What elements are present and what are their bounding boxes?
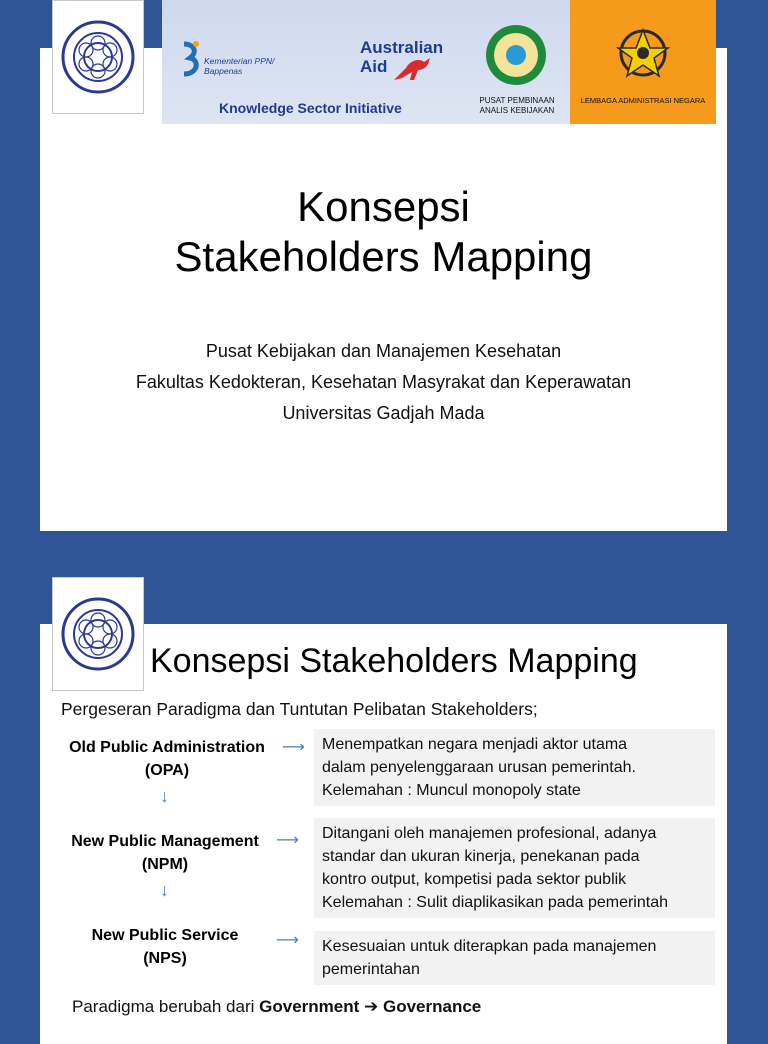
slide-2-footer (72, 997, 481, 1017)
lan-banner (570, 0, 716, 124)
stage-npm (45, 830, 285, 876)
subtitle-line: Fakultas Kedokteran, Kesehatan Masyrakat dan Keperawatan (135, 372, 632, 392)
ppak-label: PUSAT PEMBINAAN ANALIS KEBIJAKAN (479, 96, 555, 115)
stage-nps-desc (314, 931, 715, 985)
chpm-seal-icon (61, 597, 135, 671)
australian-aid-label: Australian Aid (360, 38, 444, 76)
stage-nps (45, 924, 285, 970)
footer-arrow-icon: ➔ (364, 997, 379, 1016)
stage-opa (47, 736, 287, 782)
desc-line: kontro output, kompetisi pada sektor publik (322, 871, 627, 888)
arrow-down-icon: ↓ (160, 786, 169, 806)
desc-line: pemerintahan (322, 961, 420, 978)
footer-from: Government (259, 997, 360, 1016)
stage-name: Old Public Administration (69, 739, 265, 756)
subtitle-line: Universitas Gadjah Mada (282, 403, 485, 423)
desc-line: Ditangani oleh manajemen profesional, adanya (322, 825, 657, 842)
desc-line: Kesesuaian untuk diterapkan pada manajemen (322, 938, 657, 955)
bappenas-label: Kementerian PPN/ Bappenas (204, 56, 275, 76)
chpm-seal-icon (61, 20, 135, 94)
pusaka-lan-logo-icon (484, 20, 548, 90)
slide-2-title: Konsepsi Stakeholders Mapping (150, 642, 638, 680)
bappenas-icon (180, 40, 202, 78)
title-line-2: Stakeholders Mapping (174, 233, 593, 280)
slide-2-intro: Pergeseran Paradigma dan Tuntutan Pelibatan Stakeholders; (61, 699, 538, 719)
kangaroo-icon (392, 54, 434, 84)
chpm-logo (52, 0, 144, 114)
desc-line: Kelemahan : Muncul monopoly state (322, 782, 581, 799)
slide-1-subtitle (40, 336, 727, 429)
arrow-right-icon: ⟶ (276, 932, 299, 949)
slide-1-title (40, 182, 727, 282)
desc-line: Menempatkan negara menjadi aktor utama (322, 736, 628, 753)
stage-opa-desc (314, 729, 715, 806)
arrow-right-icon: ⟶ (282, 739, 305, 756)
desc-line: standar dan ukuran kinerja, penekanan pada (322, 848, 640, 865)
footer-prefix: Paradigma berubah dari (72, 997, 255, 1016)
stage-npm-desc (314, 818, 715, 918)
lan-label: LEMBAGA ADMINISTRASI NEGARA (580, 96, 706, 105)
subtitle-line: Pusat Kebijakan dan Manajemen Kesehatan (205, 341, 562, 361)
stage-abbr: (OPA) (144, 762, 190, 779)
stage-name: New Public Service (91, 927, 239, 944)
ksi-label: Knowledge Sector Initiative (219, 100, 402, 116)
chpm-logo (52, 577, 144, 691)
arrow-right-icon: ⟶ (276, 832, 299, 849)
title-line-1: Konsepsi (297, 183, 470, 230)
stage-name: New Public Management (71, 833, 259, 850)
partner-banner (162, 0, 570, 124)
desc-line: dalam penyelenggaraan urusan pemerintah. (322, 759, 636, 776)
footer-to: Governance (383, 997, 482, 1016)
stage-abbr: (NPS) (143, 950, 187, 967)
stage-abbr: (NPM) (141, 856, 189, 873)
desc-line: Kelemahan : Sulit diaplikasikan pada pemerintah (322, 894, 668, 911)
arrow-down-icon: ↓ (160, 880, 169, 900)
lan-emblem-icon (610, 20, 676, 86)
